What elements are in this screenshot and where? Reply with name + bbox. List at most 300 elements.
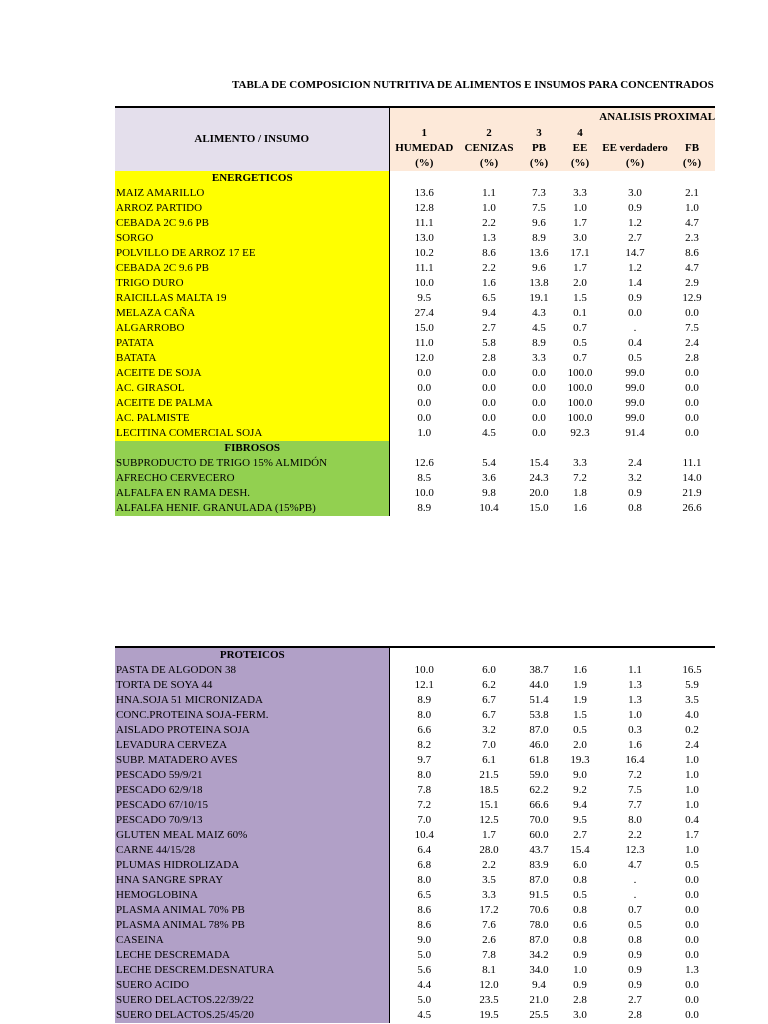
value-cell: 8.6 <box>482 247 496 259</box>
table-row <box>115 663 715 678</box>
value-cell: 1.0 <box>685 784 699 796</box>
value-cell: 9.8 <box>482 487 496 499</box>
table-row <box>115 231 715 246</box>
food-name: CARNE 44/15/28 <box>115 843 389 858</box>
value-cell: 8.0 <box>417 769 432 781</box>
food-name: ALGARROBO <box>115 321 389 336</box>
value-cell: 11.1 <box>682 457 702 469</box>
value-cell: 99.0 <box>625 382 645 394</box>
value-cell: 17.2 <box>479 904 499 916</box>
value-cell: 0.0 <box>685 979 699 991</box>
value-cell: 1.7 <box>685 829 699 841</box>
table-row <box>115 738 715 753</box>
value-cell: 0.0 <box>482 382 496 394</box>
value-cell: 0.0 <box>482 367 496 379</box>
food-name: SORGO <box>115 231 389 246</box>
table-row <box>115 768 715 783</box>
value-cell: 0.0 <box>417 397 432 409</box>
table-row <box>115 963 715 978</box>
value-cell: 1.0 <box>628 709 642 721</box>
table-row <box>115 813 715 828</box>
column-number <box>601 126 669 141</box>
food-name: AC. PALMISTE <box>115 411 389 426</box>
value-cell: 0.8 <box>628 502 642 514</box>
value-cell: 4.7 <box>685 217 699 229</box>
food-name: CASEINA <box>115 933 389 948</box>
food-name: TRIGO DURO <box>115 276 389 291</box>
value-cell: 6.8 <box>417 859 432 871</box>
value-cell: 2.4 <box>685 337 699 349</box>
value-cell: 7.5 <box>532 202 546 214</box>
value-cell: 6.4 <box>417 844 432 856</box>
food-name: PLASMA ANIMAL 78% PB <box>115 918 389 933</box>
value-cell: 9.0 <box>573 769 587 781</box>
value-cell: 100.0 <box>567 367 593 379</box>
value-cell: 3.0 <box>628 187 642 199</box>
food-name: BATATA <box>115 351 389 366</box>
value-cell: 7.5 <box>628 784 642 796</box>
value-cell: 0.0 <box>685 397 699 409</box>
table-top <box>115 106 715 516</box>
table-row <box>115 948 715 963</box>
value-cell: 2.2 <box>482 859 496 871</box>
value-cell: 2.1 <box>685 187 699 199</box>
value-cell: 4.5 <box>532 322 546 334</box>
table-row <box>115 426 715 441</box>
value-cell: 13.6 <box>414 187 434 199</box>
food-name: PESCADO 70/9/13 <box>115 813 389 828</box>
value-cell: 3.3 <box>573 187 587 199</box>
column-unit: (%) <box>601 156 669 171</box>
value-cell: 7.8 <box>417 784 432 796</box>
food-name: HNA SANGRE SPRAY <box>115 873 389 888</box>
value-cell: 0.0 <box>532 412 546 424</box>
value-cell: 1.1 <box>482 187 496 199</box>
value-cell: 0.0 <box>417 382 432 394</box>
value-cell: 0.0 <box>532 367 546 379</box>
value-cell: 10.2 <box>414 247 434 259</box>
value-cell: 2.3 <box>685 232 699 244</box>
value-cell: 14.0 <box>682 472 702 484</box>
value-cell: 3.2 <box>482 724 496 736</box>
table-row <box>115 276 715 291</box>
table-row <box>115 246 715 261</box>
table-row <box>115 1008 715 1023</box>
value-cell: 0.0 <box>628 307 642 319</box>
value-cell: 0.5 <box>573 724 587 736</box>
value-cell: 8.9 <box>532 337 546 349</box>
value-cell: 100.0 <box>567 397 593 409</box>
food-name: LECHE DESCREMADA <box>115 948 389 963</box>
value-cell: 0.5 <box>573 337 587 349</box>
table-row <box>115 888 715 903</box>
value-cell: 9.5 <box>417 292 432 304</box>
value-cell: 87.0 <box>529 934 549 946</box>
value-cell: 8.6 <box>417 904 432 916</box>
value-cell: 5.9 <box>685 679 699 691</box>
value-cell: 0.0 <box>685 874 699 886</box>
value-cell: 4.7 <box>685 262 699 274</box>
value-cell: 1.8 <box>573 487 587 499</box>
value-cell: 100.0 <box>567 382 593 394</box>
food-name: POLVILLO DE ARROZ 17 EE <box>115 246 389 261</box>
table-row <box>115 471 715 486</box>
value-cell: 0.7 <box>628 904 642 916</box>
value-cell: 2.0 <box>573 739 587 751</box>
food-name: CONC.PROTEINA SOJA-FERM. <box>115 708 389 723</box>
section-header-fibrosos <box>115 441 715 456</box>
value-cell: 1.5 <box>573 292 587 304</box>
value-cell: 2.4 <box>628 457 642 469</box>
value-cell: 6.1 <box>482 754 496 766</box>
value-cell: 0.0 <box>532 397 546 409</box>
column-number: 2 <box>459 126 519 141</box>
value-cell: 25.5 <box>529 1009 549 1021</box>
food-name: ALFALFA EN RAMA DESH. <box>115 486 389 501</box>
value-cell: 21.9 <box>682 487 702 499</box>
column-unit: (%) <box>519 156 559 171</box>
value-cell: 23.5 <box>479 994 499 1006</box>
value-cell: 1.6 <box>482 277 496 289</box>
value-cell: 0.9 <box>628 487 642 499</box>
value-cell: 5.8 <box>482 337 496 349</box>
food-name: MAIZ AMARILLO <box>115 186 389 201</box>
value-cell: 4.5 <box>482 427 496 439</box>
food-name: RAICILLAS MALTA 19 <box>115 291 389 306</box>
value-cell: 0.0 <box>685 412 699 424</box>
value-cell: 0.9 <box>628 979 642 991</box>
column-name: EE verdadero <box>602 142 668 154</box>
value-cell: 3.3 <box>532 352 546 364</box>
food-name: ARROZ PARTIDO <box>115 201 389 216</box>
value-cell: 7.0 <box>482 739 496 751</box>
value-cell: 0.1 <box>573 307 587 319</box>
value-cell: 0.3 <box>628 724 642 736</box>
food-name: SUERO DELACTOS.25/45/20 <box>115 1008 389 1023</box>
value-cell: 19.1 <box>529 292 549 304</box>
section-header-energeticos <box>115 171 715 186</box>
table-row <box>115 798 715 813</box>
value-cell: 1.3 <box>482 232 496 244</box>
value-cell: 8.6 <box>417 919 432 931</box>
column-number: 4 <box>559 126 601 141</box>
column-number: 1 <box>389 126 459 141</box>
value-cell: 0.0 <box>685 889 699 901</box>
value-cell: 5.4 <box>482 457 496 469</box>
value-cell: 0.4 <box>628 337 642 349</box>
value-cell: 1.9 <box>573 679 587 691</box>
value-cell: 61.8 <box>529 754 549 766</box>
value-cell: 44.0 <box>529 679 549 691</box>
value-cell: 0.0 <box>532 382 546 394</box>
food-name: SUERO ACIDO <box>115 978 389 993</box>
table-row <box>115 321 715 336</box>
value-cell: 15.1 <box>479 799 499 811</box>
value-cell: 2.2 <box>482 217 496 229</box>
value-cell: 1.1 <box>628 664 642 676</box>
value-cell: 83.9 <box>529 859 549 871</box>
value-cell: 9.5 <box>573 814 587 826</box>
value-cell: 7.6 <box>482 919 496 931</box>
value-cell: 3.6 <box>482 472 496 484</box>
value-cell: 0.9 <box>628 202 642 214</box>
value-cell: 15.4 <box>529 457 549 469</box>
food-name: PESCADO 62/9/18 <box>115 783 389 798</box>
value-cell: 7.0 <box>417 814 432 826</box>
value-cell: 1.0 <box>685 769 699 781</box>
value-cell: . <box>633 874 637 886</box>
food-name: TORTA DE SOYA 44 <box>115 678 389 693</box>
value-cell: 51.4 <box>529 694 549 706</box>
food-name: SUBPRODUCTO DE TRIGO 15% ALMIDÓN <box>115 456 389 471</box>
value-cell: 1.6 <box>628 739 642 751</box>
value-cell: 8.9 <box>417 694 432 706</box>
table-row <box>115 843 715 858</box>
value-cell: 0.9 <box>628 949 642 961</box>
table-row <box>115 693 715 708</box>
value-cell: 1.5 <box>573 709 587 721</box>
value-cell: 15.4 <box>570 844 590 856</box>
value-cell: 13.6 <box>529 247 549 259</box>
value-cell: 0.2 <box>685 724 699 736</box>
value-cell: 10.0 <box>414 664 434 676</box>
value-cell: 4.5 <box>417 1009 432 1021</box>
value-cell: 70.0 <box>529 814 549 826</box>
table-row <box>115 351 715 366</box>
value-cell: 12.9 <box>682 292 702 304</box>
value-cell: 18.5 <box>479 784 499 796</box>
value-cell: 3.5 <box>482 874 496 886</box>
table-row <box>115 828 715 843</box>
section-label: PROTEICOS <box>115 647 389 663</box>
column-unit: (%) <box>669 156 715 171</box>
table-row <box>115 678 715 693</box>
value-cell: 11.0 <box>414 337 434 349</box>
value-cell: 43.7 <box>529 844 549 856</box>
value-cell: 14.7 <box>625 247 645 259</box>
value-cell: 27.4 <box>414 307 434 319</box>
value-cell: 0.0 <box>685 934 699 946</box>
value-cell: 6.0 <box>573 859 587 871</box>
value-cell: 0.9 <box>628 964 642 976</box>
value-cell: 7.5 <box>685 322 699 334</box>
value-cell: 66.6 <box>529 799 549 811</box>
table-row <box>115 903 715 918</box>
food-name: LEVADURA CERVEZA <box>115 738 389 753</box>
column-name: FB <box>669 141 715 156</box>
value-cell: 0.0 <box>685 949 699 961</box>
value-cell: 8.5 <box>417 472 432 484</box>
value-cell: 4.7 <box>628 859 642 871</box>
value-cell: 17.1 <box>570 247 590 259</box>
value-cell: 0.8 <box>573 874 587 886</box>
value-cell: 0.0 <box>685 427 699 439</box>
value-cell: 8.9 <box>532 232 546 244</box>
value-cell: 11.1 <box>414 262 434 274</box>
value-cell: 1.0 <box>573 964 587 976</box>
value-cell: 2.8 <box>628 1009 642 1021</box>
value-cell: 2.9 <box>685 277 699 289</box>
food-name: CEBADA 2C 9.6 PB <box>115 261 389 276</box>
value-cell: 10.0 <box>414 277 434 289</box>
table-row <box>115 336 715 351</box>
value-cell: 0.0 <box>685 367 699 379</box>
value-cell: 0.0 <box>417 367 432 379</box>
alimento-insumo-header: ALIMENTO / INSUMO <box>115 107 389 171</box>
value-cell: 1.3 <box>628 679 642 691</box>
value-cell: 8.1 <box>482 964 496 976</box>
value-cell: 28.0 <box>479 844 499 856</box>
value-cell: 21.5 <box>479 769 499 781</box>
value-cell: 99.0 <box>625 397 645 409</box>
value-cell: 5.0 <box>417 994 432 1006</box>
value-cell: 20.0 <box>529 487 549 499</box>
value-cell: 9.6 <box>532 217 546 229</box>
value-cell: 21.0 <box>529 994 549 1006</box>
value-cell: 99.0 <box>625 412 645 424</box>
value-cell: 19.3 <box>570 754 590 766</box>
food-name: AISLADO PROTEINA SOJA <box>115 723 389 738</box>
value-cell: 60.0 <box>529 829 549 841</box>
value-cell: 0.0 <box>685 904 699 916</box>
column-name: EE <box>559 141 601 156</box>
value-cell: 0.0 <box>685 307 699 319</box>
food-name: AFRECHO CERVECERO <box>115 471 389 486</box>
value-cell: 1.0 <box>482 202 496 214</box>
value-cell: 9.2 <box>573 784 587 796</box>
value-cell: 0.4 <box>685 814 699 826</box>
value-cell: 2.6 <box>482 934 496 946</box>
value-cell: 1.3 <box>685 964 699 976</box>
value-cell: 0.9 <box>573 979 587 991</box>
column-name: HUMEDAD <box>389 141 459 156</box>
food-name: LECHE DESCREM.DESNATURA <box>115 963 389 978</box>
value-cell: . <box>633 322 637 334</box>
value-cell: 12.0 <box>479 979 499 991</box>
food-name: PASTA DE ALGODON 38 <box>115 663 389 678</box>
value-cell: 6.6 <box>417 724 432 736</box>
table-row <box>115 858 715 873</box>
food-name: HNA.SOJA 51 MICRONIZADA <box>115 693 389 708</box>
table-row <box>115 396 715 411</box>
value-cell: 2.8 <box>573 994 587 1006</box>
value-cell: 0.8 <box>573 934 587 946</box>
table-bottom <box>115 646 715 1023</box>
value-cell: 1.0 <box>417 427 432 439</box>
value-cell: 3.0 <box>573 232 587 244</box>
value-cell: 91.5 <box>529 889 549 901</box>
value-cell: 99.0 <box>625 367 645 379</box>
value-cell: 9.4 <box>573 799 587 811</box>
value-cell: 2.8 <box>482 352 496 364</box>
table-row <box>115 993 715 1008</box>
value-cell: 13.0 <box>414 232 434 244</box>
value-cell: 34.2 <box>529 949 549 961</box>
value-cell: 10.0 <box>414 487 434 499</box>
value-cell: 12.3 <box>625 844 645 856</box>
value-cell: 2.7 <box>628 232 642 244</box>
value-cell: 87.0 <box>529 724 549 736</box>
value-cell: 2.7 <box>482 322 496 334</box>
section-label: ENERGETICOS <box>115 171 389 186</box>
column-unit: (%) <box>389 156 459 171</box>
value-cell: 2.8 <box>685 352 699 364</box>
column-number <box>669 126 715 141</box>
value-cell: 91.4 <box>625 427 645 439</box>
table-row <box>115 261 715 276</box>
value-cell: 0.9 <box>573 949 587 961</box>
value-cell: 1.6 <box>573 664 587 676</box>
table-row <box>115 783 715 798</box>
document-title: TABLA DE COMPOSICION NUTRITIVA DE ALIMENTOS E INSUMOS PARA CONCENTRADOS <box>232 79 714 91</box>
table-row <box>115 411 715 426</box>
value-cell: 2.2 <box>482 262 496 274</box>
value-cell: 1.7 <box>573 217 587 229</box>
value-cell: 2.2 <box>628 829 642 841</box>
value-cell: 5.0 <box>417 949 432 961</box>
column-unit: (%) <box>559 156 601 171</box>
value-cell: 15.0 <box>529 502 549 514</box>
table-row <box>115 186 715 201</box>
value-cell: 92.3 <box>570 427 590 439</box>
value-cell: 3.3 <box>573 457 587 469</box>
food-name: CEBADA 2C 9.6 PB <box>115 216 389 231</box>
value-cell: 0.9 <box>628 292 642 304</box>
table-row <box>115 873 715 888</box>
food-name: ALFALFA HENIF. GRANULADA (15%PB) <box>115 501 389 516</box>
value-cell: 8.6 <box>685 247 699 259</box>
value-cell: 87.0 <box>529 874 549 886</box>
value-cell: 0.0 <box>482 397 496 409</box>
value-cell: 2.7 <box>628 994 642 1006</box>
value-cell: 26.6 <box>682 502 702 514</box>
section-label: FIBROSOS <box>115 441 389 456</box>
value-cell: 1.6 <box>573 502 587 514</box>
value-cell: 19.5 <box>479 1009 499 1021</box>
column-number: 3 <box>519 126 559 141</box>
column-name: CENIZAS <box>459 141 519 156</box>
value-cell: 16.4 <box>625 754 645 766</box>
value-cell: 0.0 <box>685 1009 699 1021</box>
value-cell: 6.0 <box>482 664 496 676</box>
value-cell: 0.5 <box>573 889 587 901</box>
value-cell: 12.1 <box>414 679 434 691</box>
value-cell: 12.6 <box>414 457 434 469</box>
value-cell: 1.4 <box>628 277 642 289</box>
column-name: PB <box>519 141 559 156</box>
section-header-proteicos <box>115 647 715 663</box>
food-name: PLASMA ANIMAL 70% PB <box>115 903 389 918</box>
value-cell: 13.8 <box>529 277 549 289</box>
value-cell: 0.0 <box>685 382 699 394</box>
value-cell: 4.3 <box>532 307 546 319</box>
value-cell: 0.5 <box>628 919 642 931</box>
value-cell: 0.5 <box>685 859 699 871</box>
food-name: PESCADO 67/10/15 <box>115 798 389 813</box>
value-cell: 4.0 <box>685 709 699 721</box>
food-name: PATATA <box>115 336 389 351</box>
table-row <box>115 501 715 516</box>
value-cell: 10.4 <box>479 502 499 514</box>
value-cell: 11.1 <box>414 217 434 229</box>
analisis-proximal-header: ANALISIS PROXIMAL <box>389 107 715 126</box>
value-cell: 10.4 <box>414 829 434 841</box>
value-cell: 6.7 <box>482 694 496 706</box>
value-cell: 1.7 <box>573 262 587 274</box>
food-name: AC. GIRASOL <box>115 381 389 396</box>
value-cell: 16.5 <box>682 664 702 676</box>
value-cell: 1.3 <box>628 694 642 706</box>
